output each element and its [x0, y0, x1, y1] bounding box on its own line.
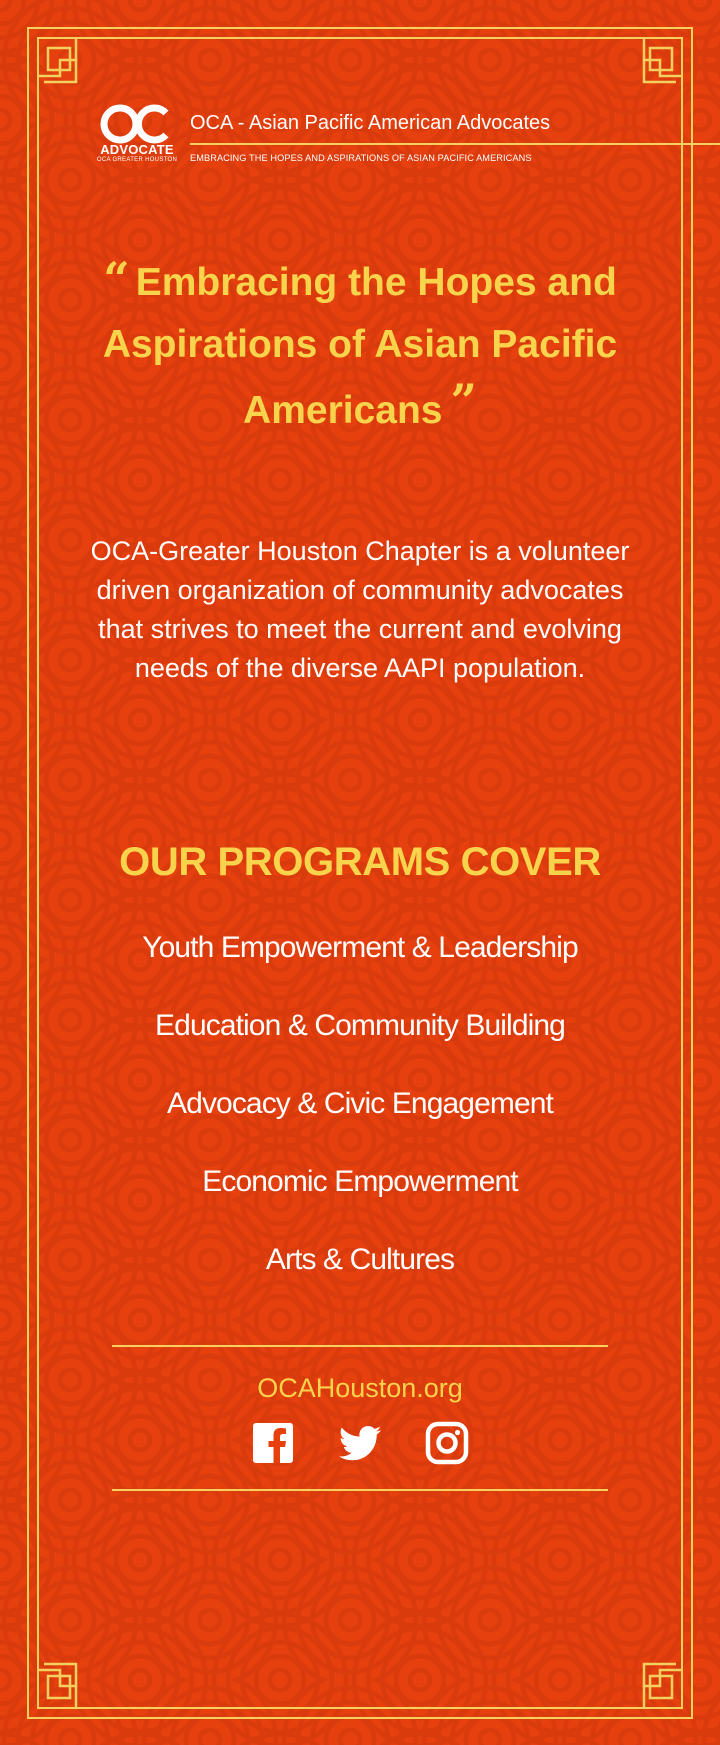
website-link[interactable]: OCAHouston.org: [257, 1373, 463, 1403]
instagram-icon: [424, 1420, 470, 1466]
programs-heading: OUR PROGRAMS COVER: [119, 840, 601, 884]
headline-quote: [70, 248, 650, 442]
open-quote-mark: “: [103, 252, 130, 306]
program-item: Education & Community Building: [155, 1009, 565, 1042]
logo-subtitle: OCA GREATER HOUSTON: [96, 157, 178, 163]
twitter-icon: [337, 1420, 383, 1466]
instagram-link[interactable]: [424, 1420, 470, 1466]
program-item: Economic Empowerment: [202, 1165, 518, 1198]
logo-word: ADVOCATE: [100, 142, 174, 157]
footer-divider-top: [112, 1345, 608, 1347]
facebook-icon: [250, 1420, 296, 1466]
organization-name: OCA - Asian Pacific American Advocates: [190, 112, 551, 134]
footer-divider-bottom: [112, 1489, 608, 1491]
program-list: [80, 928, 640, 1318]
header-divider: [190, 143, 720, 145]
program-item: Youth Empowerment & Leadership: [142, 931, 578, 964]
header: [96, 104, 636, 184]
program-item: Advocacy & Civic Engagement: [167, 1087, 553, 1120]
headline-text: Embracing the Hopes and Aspirations of Asian Pacific Americans: [102, 261, 618, 432]
organization-tagline: EMBRACING THE HOPES AND ASPIRATIONS OF ASIAN PACIFIC AMERICANS: [190, 153, 532, 163]
close-quote-mark: ”: [450, 374, 477, 428]
oca-advocate-logo: [96, 104, 178, 184]
program-item: Arts & Cultures: [265, 1243, 455, 1276]
chapter-description: OCA-Greater Houston Chapter is a volunteer driven organization of community advocates that strives to meet the current and evolving needs of the diverse AAPI population.: [90, 536, 630, 683]
social-links: [250, 1420, 470, 1466]
twitter-link[interactable]: [337, 1420, 383, 1466]
logo-mark-icon: [96, 104, 178, 144]
facebook-link[interactable]: [250, 1420, 296, 1466]
